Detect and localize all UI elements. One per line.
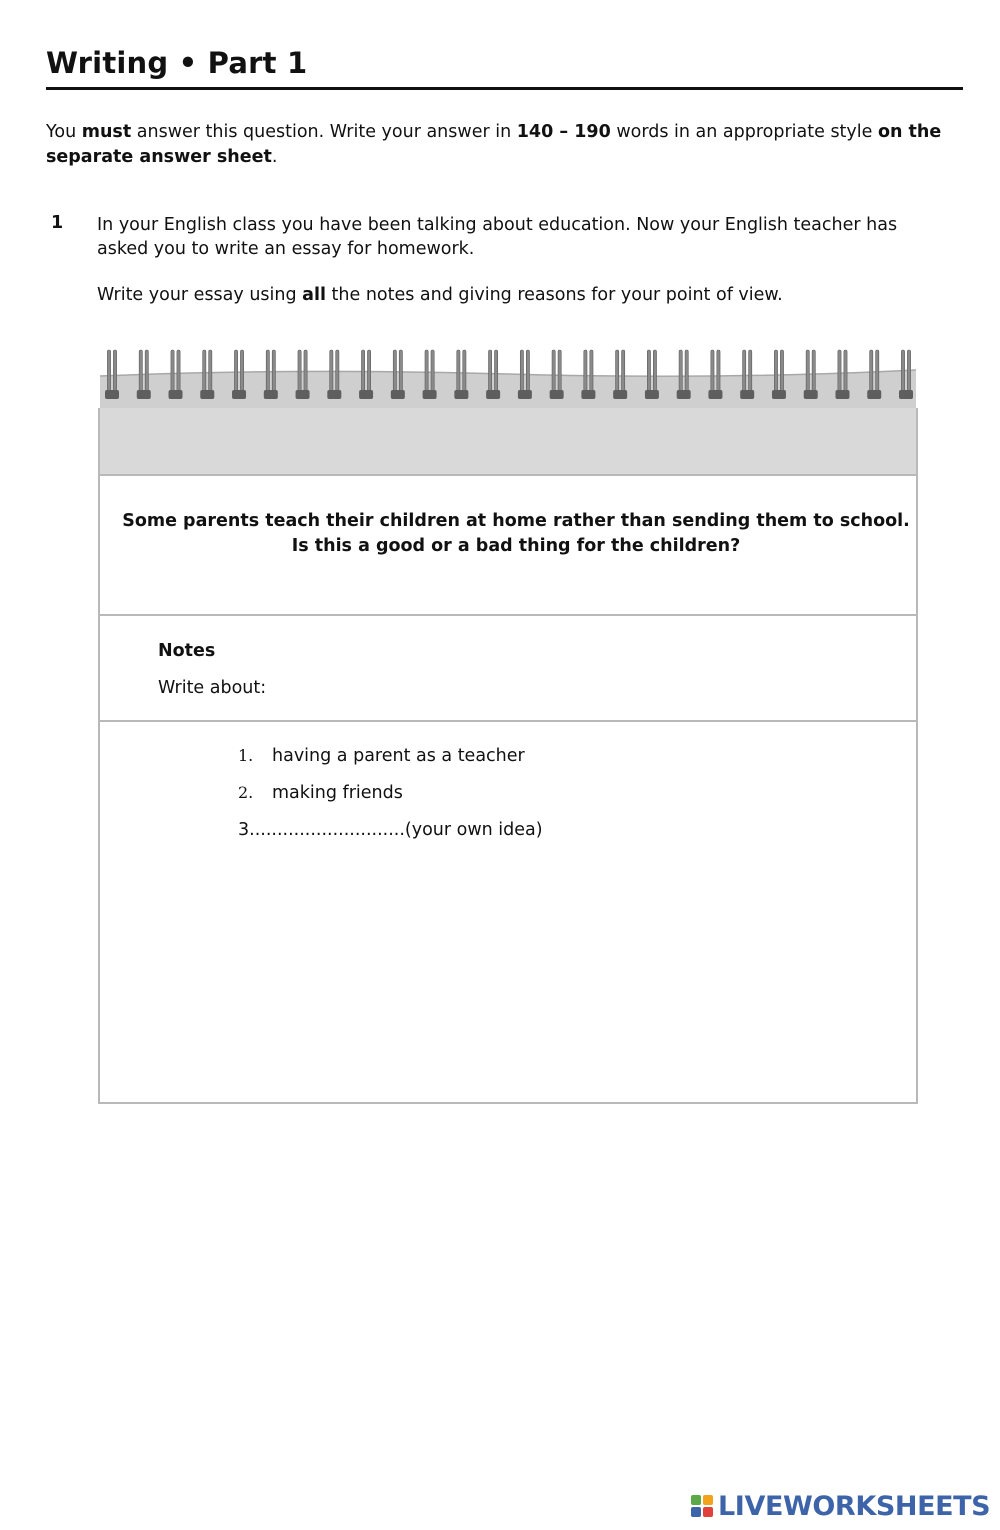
spiral-ring xyxy=(105,350,119,399)
page-title: Writing • Part 1 xyxy=(46,46,308,80)
instructions-text-1: You xyxy=(46,122,82,142)
essay-question-line-1: Some parents teach their children at home rather than sending them to school. xyxy=(122,511,910,531)
spiral-ring xyxy=(677,350,691,399)
logo-icon xyxy=(690,1494,714,1518)
notepad-header xyxy=(98,408,918,474)
instructions-text-4: . xyxy=(271,147,278,167)
notes-heading: Notes xyxy=(158,641,216,661)
title-divider xyxy=(46,87,963,90)
list-item-number: 2. xyxy=(238,783,254,802)
essay-question-line-2: Is this a good or a bad thing for the children? xyxy=(291,536,741,556)
divider xyxy=(100,614,916,616)
list-item xyxy=(238,820,543,840)
logo-text: LIVEWORKSHEETS xyxy=(718,1490,991,1522)
spiral-ring xyxy=(708,350,722,399)
notepad-body xyxy=(98,474,918,1104)
notepad xyxy=(98,340,918,1102)
instructions-bold-wordcount: 140 – 190 xyxy=(516,122,611,142)
spiral-ring xyxy=(645,350,659,399)
instructions-bold-answer-sheet: on the separate answer sheet xyxy=(46,122,942,167)
list-item xyxy=(238,783,403,803)
question-sub-text-2: the notes and giving reasons for your point of view. xyxy=(325,285,783,305)
spiral-binding xyxy=(98,340,918,410)
liveworksheets-logo xyxy=(690,1489,990,1523)
notes-subheading: Write about: xyxy=(158,678,267,698)
instructions-text-3: words in an appropriate style xyxy=(610,122,878,142)
list-item-number: 1. xyxy=(238,746,254,765)
spiral-paper-edge xyxy=(100,370,916,410)
spiral-ring xyxy=(613,350,627,399)
list-item-text: ............................(your own idea) xyxy=(249,820,543,840)
question-text: In your English class you have been talking about education. Now your English teacher has asked you to write an essay for homework. xyxy=(97,215,898,259)
list-item xyxy=(238,746,525,766)
list-item-number: 3 xyxy=(238,820,250,840)
instructions xyxy=(46,120,951,170)
question-number: 1 xyxy=(51,213,64,233)
spiral-ring xyxy=(740,350,754,399)
question-sub-text-1: Write your essay using xyxy=(97,285,303,305)
question-subtext xyxy=(97,283,937,307)
question-sub-bold-all: all xyxy=(302,285,326,305)
spiral-ring xyxy=(581,350,595,399)
divider xyxy=(100,720,916,722)
list-item-text: making friends xyxy=(272,783,403,803)
instructions-bold-must: must xyxy=(81,122,132,142)
instructions-text-2: answer this question. Write your answer in xyxy=(131,122,517,142)
essay-question xyxy=(116,509,916,559)
list-item-text: having a parent as a teacher xyxy=(272,746,525,766)
